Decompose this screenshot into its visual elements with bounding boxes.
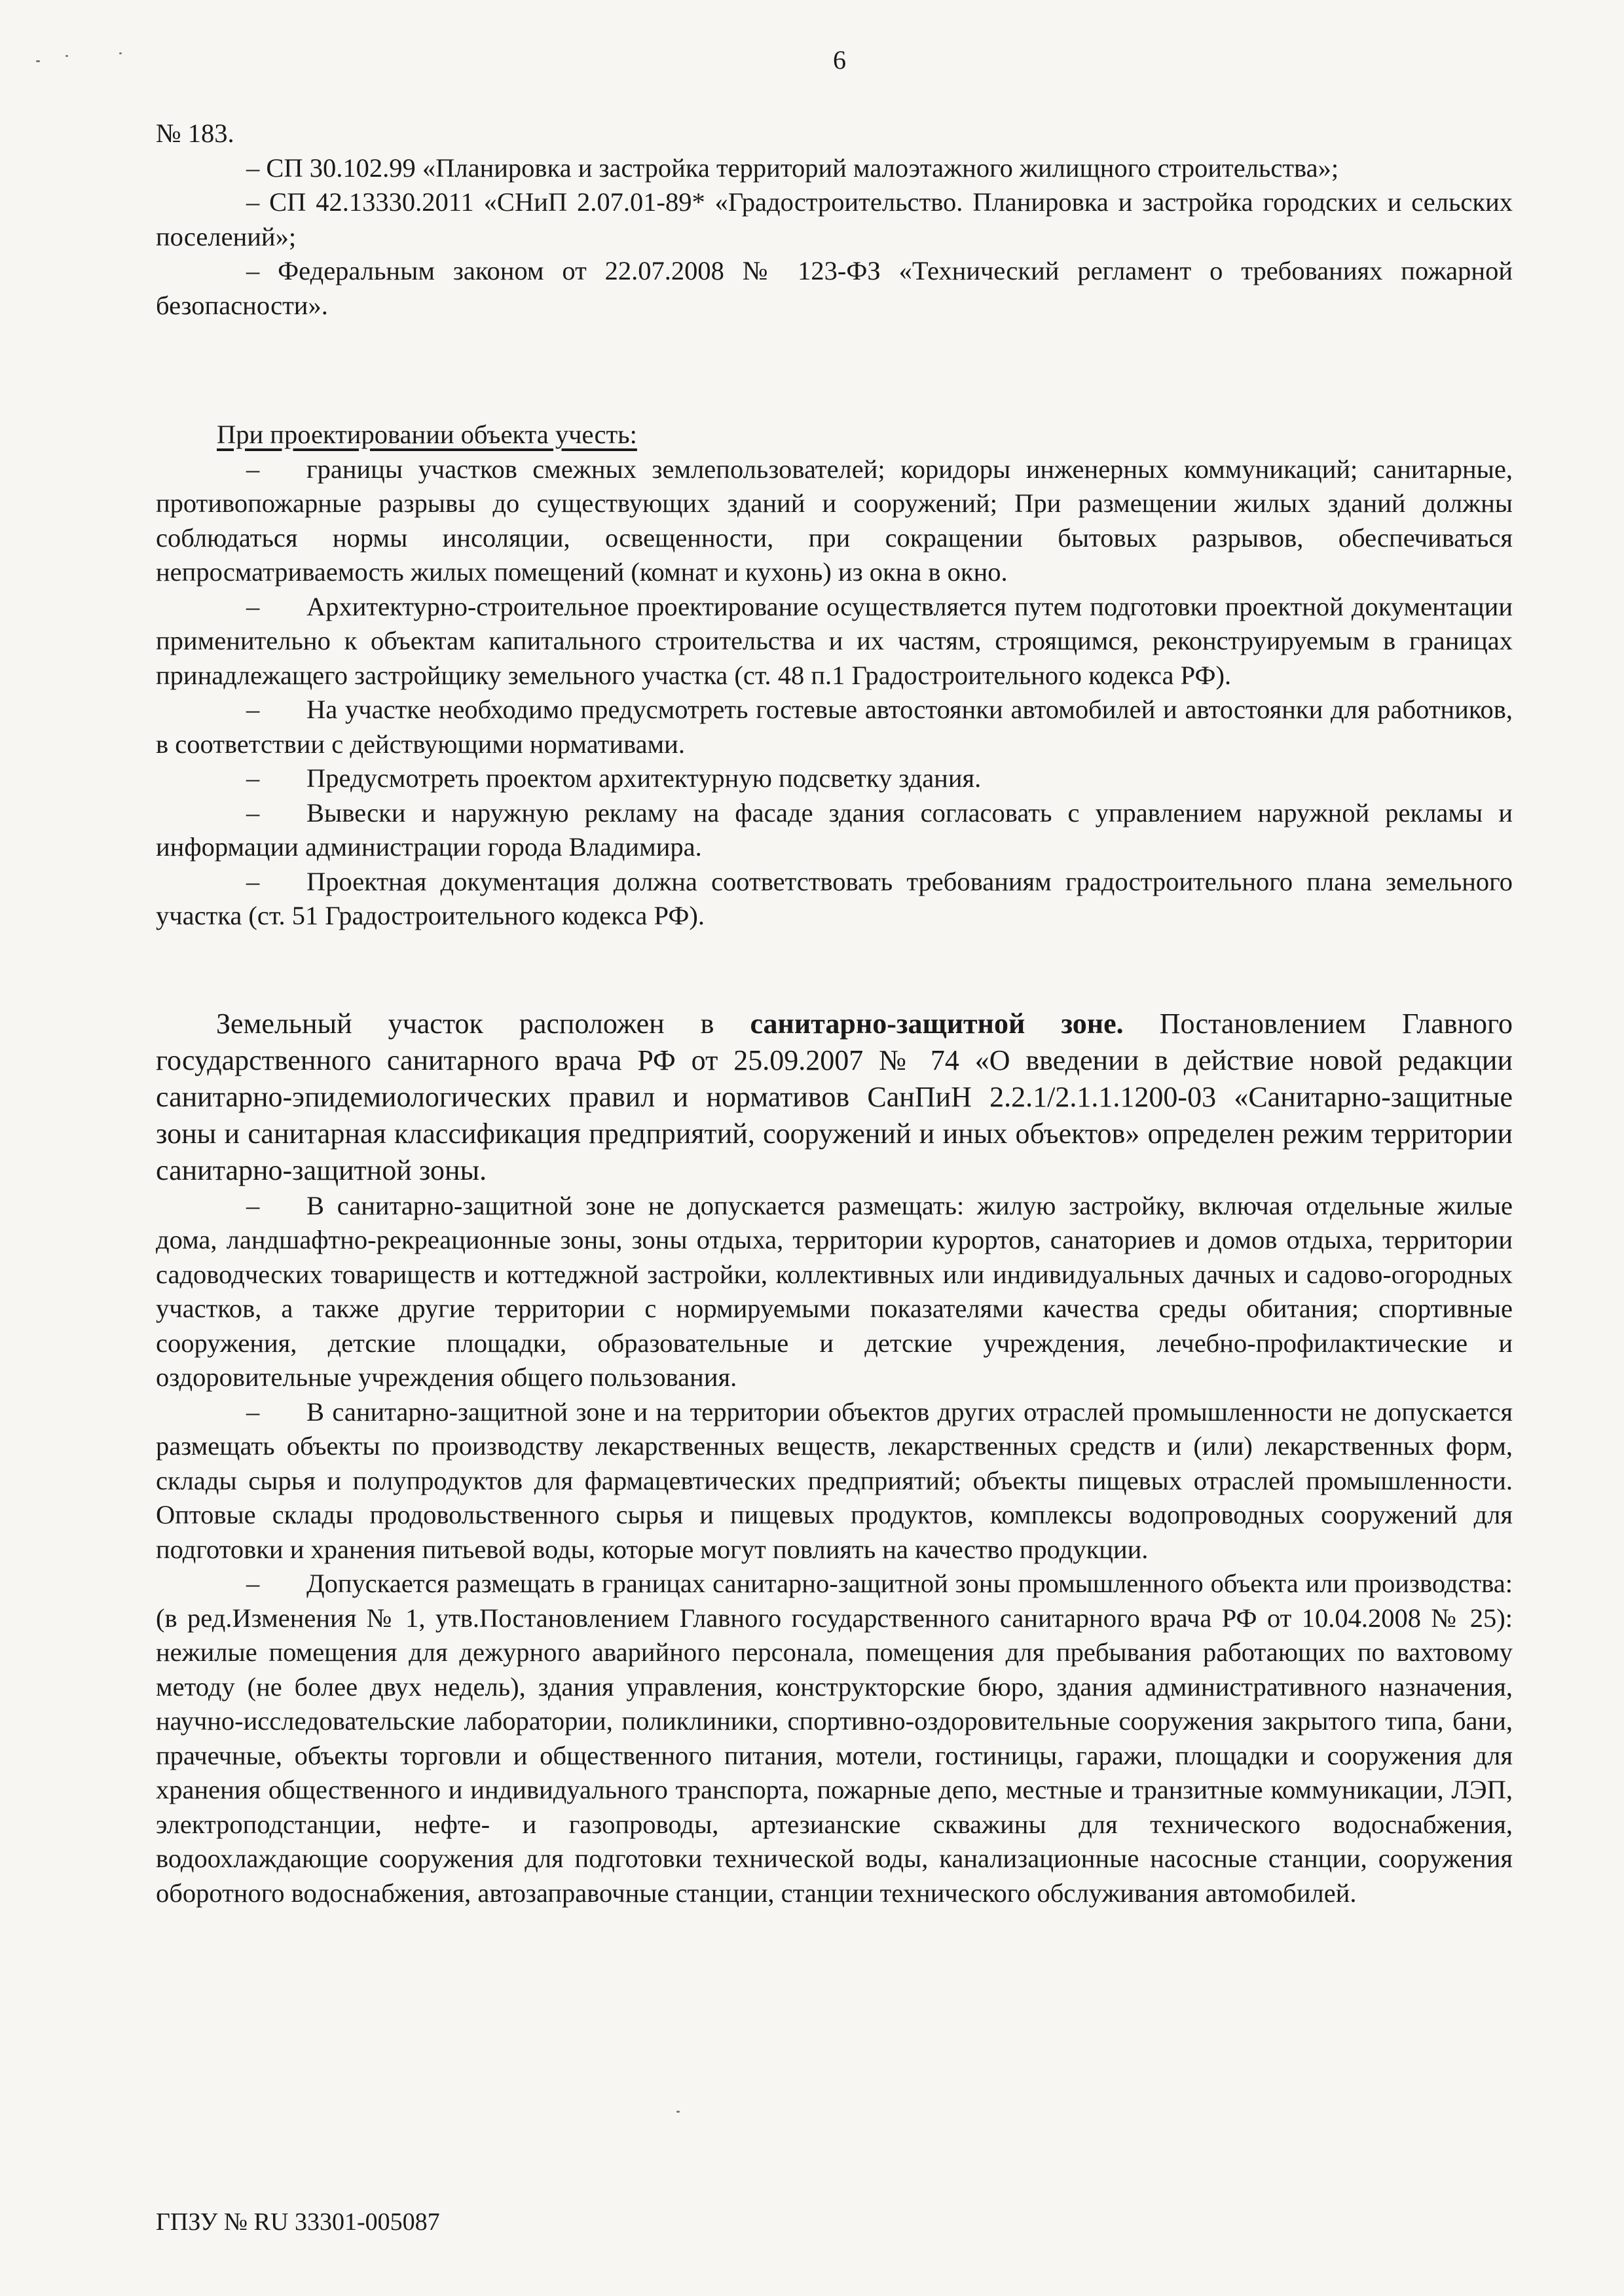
design-item-text: Проектная документация должна соответствовать требованиям градостроительного плана земельного участка (ст. 51 Градостроительного кодекса РФ). bbox=[156, 866, 1513, 930]
design-item bbox=[156, 693, 1513, 761]
zone-item bbox=[156, 1567, 1513, 1910]
dash-marker: – bbox=[246, 1190, 260, 1220]
design-item-text: Вывески и наружную рекламу на фасаде здания согласовать с управлением наружной рекламы и информации администрации города Владимира. bbox=[156, 797, 1513, 862]
design-heading-text: При проектировании объекта учесть: bbox=[217, 420, 637, 449]
design-item bbox=[156, 590, 1513, 693]
design-item bbox=[156, 865, 1513, 934]
dash-marker: – bbox=[246, 695, 260, 724]
document-footer: ГПЗУ № RU 33301-005087 bbox=[156, 2208, 440, 2236]
zone-item bbox=[156, 1395, 1513, 1567]
dash-marker: – bbox=[246, 866, 260, 896]
page-number: 6 bbox=[833, 45, 846, 75]
design-item-text: Предусмотреть проектом архитектурную подсветку здания. bbox=[306, 763, 982, 793]
dash-marker: – bbox=[246, 454, 260, 484]
dash-marker: – bbox=[246, 1569, 260, 1598]
dash-marker: – bbox=[246, 763, 260, 793]
norm-item: – СП 30.102.99 «Планировка и застройка территорий малоэтажного жилищного строительства»; bbox=[246, 153, 1339, 183]
scan-speck bbox=[65, 55, 68, 57]
design-item-text: На участке необходимо предусмотреть гостевые автостоянки автомобилей и автостоянки для работников, в соответствии с действующими нормативами. bbox=[156, 695, 1513, 759]
zone-lead: Земельный участок расположен в bbox=[216, 1007, 750, 1040]
dash-marker: – bbox=[246, 591, 260, 621]
norm-item: – Федеральным законом от 22.07.2008 № 123-ФЗ «Технический регламент о требованиях пожарной безопасности». bbox=[156, 256, 1513, 320]
dash-marker: – bbox=[246, 1396, 260, 1427]
norm-list-lead: № 183. bbox=[156, 118, 234, 148]
document-body bbox=[156, 117, 1513, 1910]
zone-item-text: Допускается размещать в границах санитарно-защитной зоны промышленного объекта или производства: (в ред.Изменения № 1, утв.Постановлением Главного государственного санитарного врача РФ от 10.04.2008 № 25): нежилые помещения для дежурного аварийного персонала, помещения для пребывания работающих по вахтовому методу (не более двух недель), здания управления, конструкторские бюро, здания административного назначения, научно-исследовательские лаборатории, поликлиники, спортивно-оздоровительные сооружения закрытого типа, бани, прачечные, объекты торговли и общественного питания, мотели, гостиницы, гаражи, площадки и сооружения для хранения общественного и индивидуального транспорта, пожарные депо, местные и транзитные коммуникации, ЛЭП, электроподстанции, нефте- и газопроводы, артезианские скважины для технического водоснабжения, водоохлаждающие сооружения для подготовки технической воды, канализационные насосные станции, сооружения оборотного водоснабжения, автозаправочные станции, станции технического обслуживания автомобилей. bbox=[156, 1569, 1513, 1908]
dash-marker: – bbox=[246, 797, 260, 828]
zone-item-text: В санитарно-защитной зоне и на территории объектов других отраслей промышленности не допускается размещать объекты по производству лекарственных веществ, лекарственных средств и (или) лекарственных форм, склады сырья и полупродуктов для фармацевтических предприятий; объекты пищевых отраслей промышленности. Оптовые склады продовольственного сырья и пищевых продуктов, комплексы водопроводных сооружений для подготовки и хранения питьевой воды, которые могут повлиять на качество продукции. bbox=[156, 1396, 1513, 1564]
scan-speck bbox=[676, 2111, 680, 2113]
sanitary-zone-intro bbox=[156, 1006, 1513, 1189]
zone-item bbox=[156, 1189, 1513, 1395]
zone-item-text: В санитарно-защитной зоне не допускается размещать: жилую застройку, включая отдельные жилые дома, ландшафтно-рекреационные зоны, зоны отдыха, территории курортов, санаториев и домов отдыха, территории садоводческих товариществ и коттеджной застройки, коллективных или индивидуальных дачных и садово-огородных участков, а также другие территории с нормируемыми показателями качества среды обитания; спортивные сооружения, детские площадки, образовательные и детские учреждения, лечебно-профилактические и оздоровительные учреждения общего пользования. bbox=[156, 1190, 1513, 1392]
design-heading bbox=[156, 418, 1513, 452]
norm-item: – СП 42.13330.2011 «СНиП 2.07.01-89* «Градостроительство. Планировка и застройка городских и сельских поселений»; bbox=[156, 187, 1513, 251]
design-item bbox=[156, 761, 1513, 796]
design-item-text: Архитектурно-строительное проектирование осуществляется путем подготовки проектной документации применительно к объектам капитального строительства и их частям, строящимся, реконструируемым в границах принадлежащего застройщику земельного участка (ст. 48 п.1 Градостроительного кодекса РФ). bbox=[156, 591, 1513, 690]
zone-rest: Постановлением Главного государственного санитарного врача РФ от 25.09.2007 № 74 «О введении в действие новой редакции санитарно-эпидемиологических правил и нормативов СанПиН 2.2.1/2.1.1.1200-03 «Санитарно-защитные зоны и санитарная классификация предприятий, сооружений и иных объектов» определен режим территории санитарно-защитной зоны. bbox=[156, 1007, 1513, 1186]
design-item bbox=[156, 796, 1513, 865]
zone-bold: санитарно-защитной зоне. bbox=[750, 1007, 1124, 1040]
scan-speck bbox=[119, 52, 122, 54]
scan-speck bbox=[36, 60, 40, 62]
design-item-text: границы участков смежных землепользователей; коридоры инженерных коммуникаций; санитарные, противопожарные разрывы до существующих зданий и сооружений; При размещении жилых зданий должны соблюдаться нормы инсоляции, освещенности, при сокращении бытовых разрывов, обеспечиваться непросматриваемость жилых помещений (комнат и кухонь) из окна в окно. bbox=[156, 454, 1513, 587]
design-item bbox=[156, 452, 1513, 590]
